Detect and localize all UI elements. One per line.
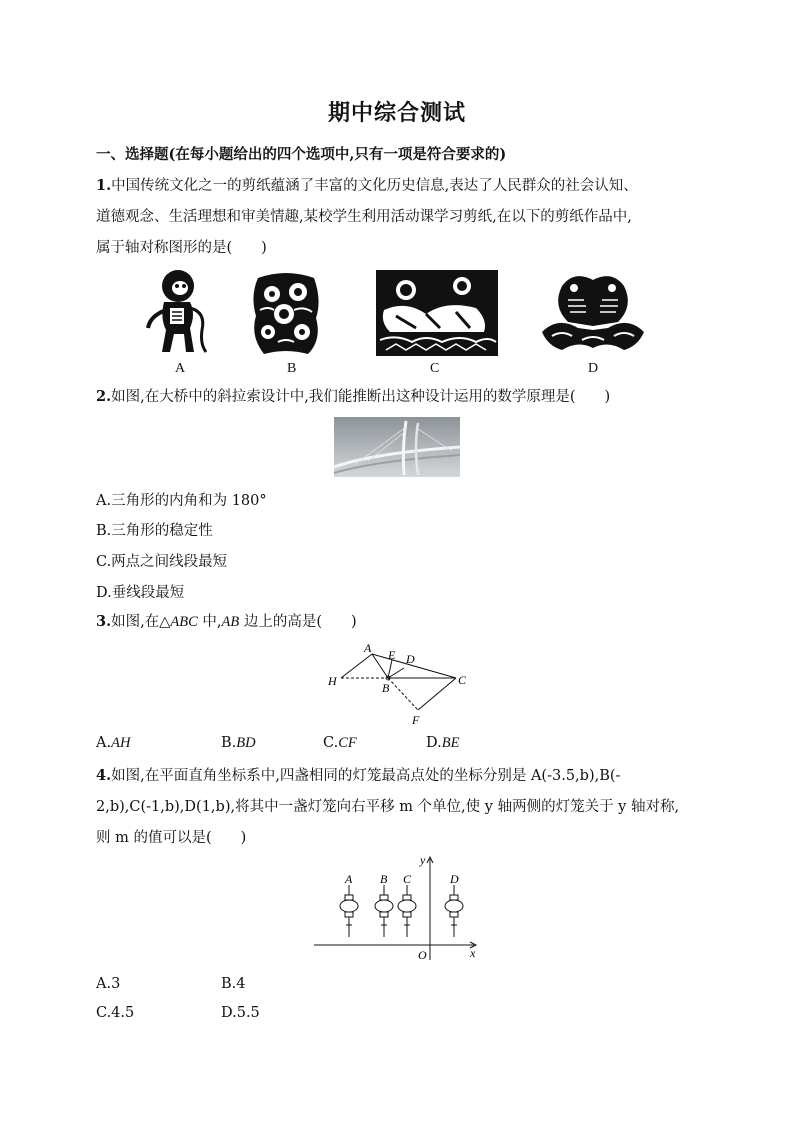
q2-text: 如图,在大桥中的斜拉索设计中,我们能推断出这种设计运用的数学原理是( ) [111,389,611,405]
q3-option-a-prefix: A. [96,735,112,751]
section-heading: 一、选择题(在每小题给出的四个选项中,只有一项是符合要求的) [96,146,507,163]
q3-option-a-value: AH [111,735,131,751]
q1-caption-b: B [287,361,297,376]
q3-option-c [323,735,357,752]
bridge-photo-image [334,417,460,477]
q3-option-d-prefix: D. [426,735,442,751]
q3-label-d: D [406,652,415,666]
q3-option-c-prefix: C. [323,735,339,751]
q3-side-name: AB [221,614,240,630]
q3-option-a [96,735,130,752]
q3-option-b [221,735,256,752]
q3-option-d [426,735,459,752]
q1-text-1: 中国传统文化之一的剪纸蕴涵了丰富的文化历史信息,表达了人民群众的社会认知、 [111,178,638,194]
q2-stem [96,387,610,407]
q1-line-1 [96,176,638,196]
q4-label-o: O [418,948,427,962]
q4-label-b: B [380,872,388,886]
q3-option-b-value: BD [236,735,256,751]
q3-option-d-value: BE [441,735,460,751]
q4-option-d: D.5.5 [221,1005,260,1021]
q4-option-b: B.4 [221,976,246,992]
q4-label-x: x [470,946,476,960]
q4-number: 4. [96,767,112,784]
q4-label-c: C [403,872,412,886]
triangle-figure [322,640,472,730]
q4-label-a: A [345,872,353,886]
papercut-monkey-image [140,268,210,356]
q4-option-c: C.4.5 [96,1005,135,1021]
q4-line-3: 则 m 的值可以是( ) [96,830,247,846]
q2-option-b: B.三角形的稳定性 [96,523,213,539]
q3-number: 3. [96,613,112,630]
q1-line-3: 属于轴对称图形的是( ) [96,240,267,256]
q3-label-f: F [412,713,420,727]
q3-triangle-name: ABC [170,614,198,630]
q4-label-y: y [420,853,426,867]
q3-text-pre: 如图,在△ [111,614,171,630]
papercut-riders-image [376,270,498,356]
q3-stem [96,612,357,632]
lantern-d [445,885,463,937]
q3-label-e: E [388,648,396,662]
page-title: 期中综合测试 [327,100,466,126]
q3-text-mid: 中, [197,614,222,630]
q1-number: 1. [96,177,112,194]
lantern-a [340,885,358,937]
papercut-flower-image [248,270,324,356]
q3-label-c: C [458,673,467,687]
lantern-c [398,885,416,937]
q3-label-b: B [382,681,390,695]
q1-caption-d: D [588,361,599,376]
q2-option-d: D.垂线段最短 [96,585,185,601]
q4-label-d: D [450,872,459,886]
q1-line-2: 道德观念、生活理想和审美情趣,某校学生利用活动课学习剪纸,在以下的剪纸作品中, [96,209,632,225]
q4-line-1 [96,766,620,786]
q1-caption-c: C [430,361,440,376]
q3-text-post: 边上的高是( ) [239,614,357,630]
q3-option-c-value: CF [338,735,357,751]
q4-option-a: A.3 [96,976,121,992]
q2-number: 2. [96,388,112,405]
lantern-coordinate-figure [314,855,484,965]
q4-text-1: 如图,在平面直角坐标系中,四盏相同的灯笼最高点处的坐标分别是 A(-3.5,b),B(- [111,768,621,784]
papercut-fish-image [538,270,648,356]
q3-label-a: A [364,641,372,655]
q2-option-a: A.三角形的内角和为 180° [96,493,267,509]
q3-option-b-prefix: B. [221,735,237,751]
lantern-b [375,885,393,937]
q4-line-2: 2,b),C(-1,b),D(1,b),将其中一盏灯笼向右平移 m 个单位,使 y 轴两侧的灯笼关于 y 轴对称, [96,799,680,815]
q2-option-c: C.两点之间线段最短 [96,554,228,570]
q1-caption-a: A [175,361,186,376]
q3-label-h: H [328,674,337,688]
